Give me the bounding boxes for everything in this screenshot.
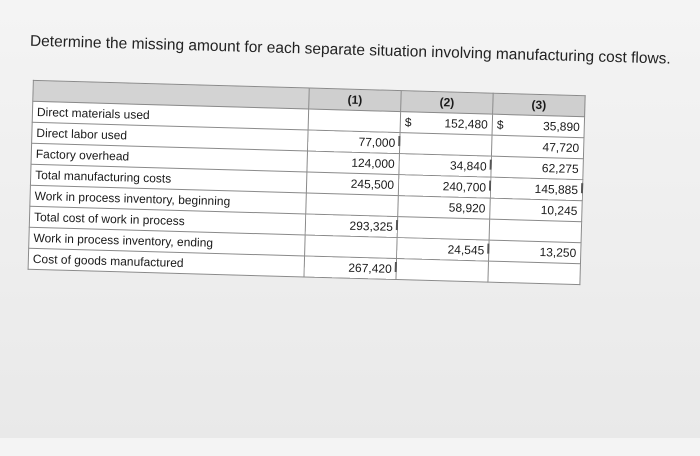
cell-value: 24,545: [397, 238, 490, 262]
cell-input[interactable]: [488, 261, 581, 285]
cell-value: 145,885: [490, 177, 583, 201]
problem-prompt: Determine the missing amount for each separate situation involving manufacturing cost flows.: [29, 32, 671, 68]
cost-flow-table: [28, 80, 586, 285]
cell-value: [492, 114, 585, 138]
cell-value: 47,720: [491, 135, 584, 159]
dollar-sign: $: [404, 115, 412, 130]
cell-value: 13,250: [489, 240, 582, 264]
cell-input[interactable]: [399, 133, 492, 157]
cell-input[interactable]: [306, 193, 399, 217]
column-header-1: (1): [309, 88, 402, 112]
cell-value: 293,325: [305, 214, 398, 238]
cell-value: 240,700: [398, 175, 491, 199]
row-label: Total manufacturing costs: [30, 164, 306, 193]
row-label: Work in process inventory, beginning: [30, 185, 306, 214]
row-label: Direct materials used: [32, 101, 308, 130]
column-header-2: (2): [401, 91, 494, 115]
cell-value: 10,245: [490, 198, 583, 222]
cell-value: 267,420: [304, 256, 397, 280]
row-label: Total cost of work in process: [29, 206, 305, 235]
cell-input[interactable]: [308, 109, 401, 133]
cell-input[interactable]: [489, 219, 582, 243]
cell-value: 245,500: [306, 172, 399, 196]
cell-input[interactable]: [397, 217, 490, 241]
row-label: Work in process inventory, ending: [29, 227, 305, 256]
cell-value: 34,840: [399, 154, 492, 178]
row-label: Direct labor used: [32, 122, 308, 151]
cell-value: 124,000: [307, 151, 400, 175]
cell-value: 77,000: [308, 130, 401, 154]
cell-value: 62,275: [491, 156, 584, 180]
cell-value: 58,920: [398, 196, 491, 220]
row-label: Cost of goods manufactured: [28, 248, 304, 277]
cell-input[interactable]: [305, 235, 398, 259]
dollar-sign: $: [496, 117, 504, 132]
cell-value: [400, 112, 493, 136]
cell-input[interactable]: [396, 259, 489, 283]
column-header-3: (3): [493, 93, 586, 117]
cell-value-text: 35,890: [542, 119, 580, 135]
cell-value-text: 152,480: [444, 116, 489, 132]
row-label: Factory overhead: [31, 143, 307, 172]
